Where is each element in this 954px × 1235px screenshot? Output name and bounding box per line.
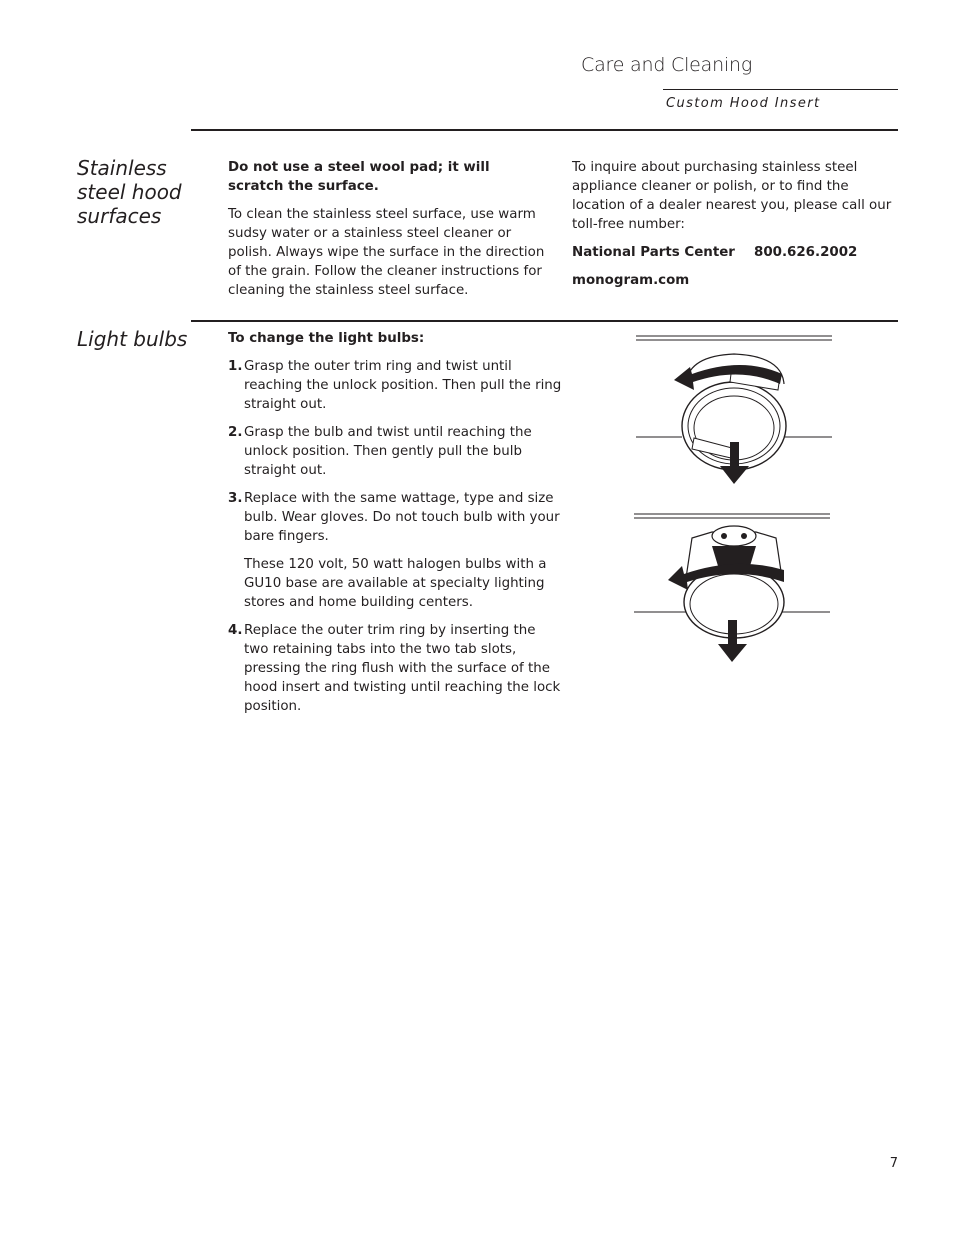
- stainless-inquiry: To inquire about purchasing stainless steel appliance cleaner or polish, or to find the location of a dealer nearest you, please call our toll-free number:: [572, 160, 892, 232]
- trim-ring-removal-illustration: [632, 334, 836, 486]
- page-header-title: Care and Cleaning: [581, 54, 753, 76]
- section-heading-stainless: Stainless steel hood surfaces: [77, 156, 182, 228]
- contact-name: National Parts Center: [572, 245, 735, 260]
- light-bulbs-intro: To change the light bulbs:: [228, 331, 425, 346]
- step-number: 1.: [228, 359, 243, 374]
- step-number: 2.: [228, 425, 243, 440]
- step-item: [228, 621, 564, 716]
- stainless-instructions: To clean the stainless steel surface, use warm sudsy water or a stainless steel cleaner or polish. Always wipe the surface in the direction of the grain. Follow the cleaner instructions for cleaning the stainless steel surface.: [228, 207, 545, 298]
- section-divider-top: [191, 129, 898, 131]
- step-text: Replace the outer trim ring by inserting the two retaining tabs into the two tab slots, pressing the ring flush with the surface of the hood insert and twisting until reaching the lock position.: [244, 623, 561, 714]
- stainless-warning: Do not use a steel wool pad; it will scratch the surface.: [228, 160, 490, 194]
- light-bulbs-column: [228, 329, 564, 725]
- header-divider: [663, 89, 898, 90]
- step-text: Replace with the same wattage, type and size bulb. Wear gloves. Do not touch bulb with your bare fingers.: [244, 491, 560, 544]
- step-text: Grasp the bulb and twist until reaching the unlock position. Then gently pull the bulb straight out.: [244, 425, 532, 478]
- stainless-column-left: [228, 158, 548, 309]
- stainless-column-right: [572, 158, 894, 299]
- step-text: Grasp the outer trim ring and twist until reaching the unlock position. Then pull the ring straight out.: [244, 359, 562, 412]
- bulb-note: These 120 volt, 50 watt halogen bulbs with a GU10 base are available at specialty lighting stores and home building centers.: [244, 557, 547, 610]
- contact-phone: 800.626.2002: [754, 245, 858, 260]
- page-number: 7: [889, 1156, 898, 1171]
- step-number: 4.: [228, 623, 243, 638]
- page-header-subtitle: Custom Hood Insert: [666, 96, 821, 111]
- step-number: 3.: [228, 491, 243, 506]
- bulb-removal-illustration: [632, 512, 836, 664]
- section-divider-light-bulbs: [191, 320, 898, 322]
- step-item: [228, 423, 564, 480]
- step-item: [228, 357, 564, 414]
- section-heading-light-bulbs: Light bulbs: [77, 327, 188, 351]
- contact-row: [572, 243, 894, 262]
- website-link[interactable]: monogram.com: [572, 273, 690, 288]
- step-item: [228, 489, 564, 546]
